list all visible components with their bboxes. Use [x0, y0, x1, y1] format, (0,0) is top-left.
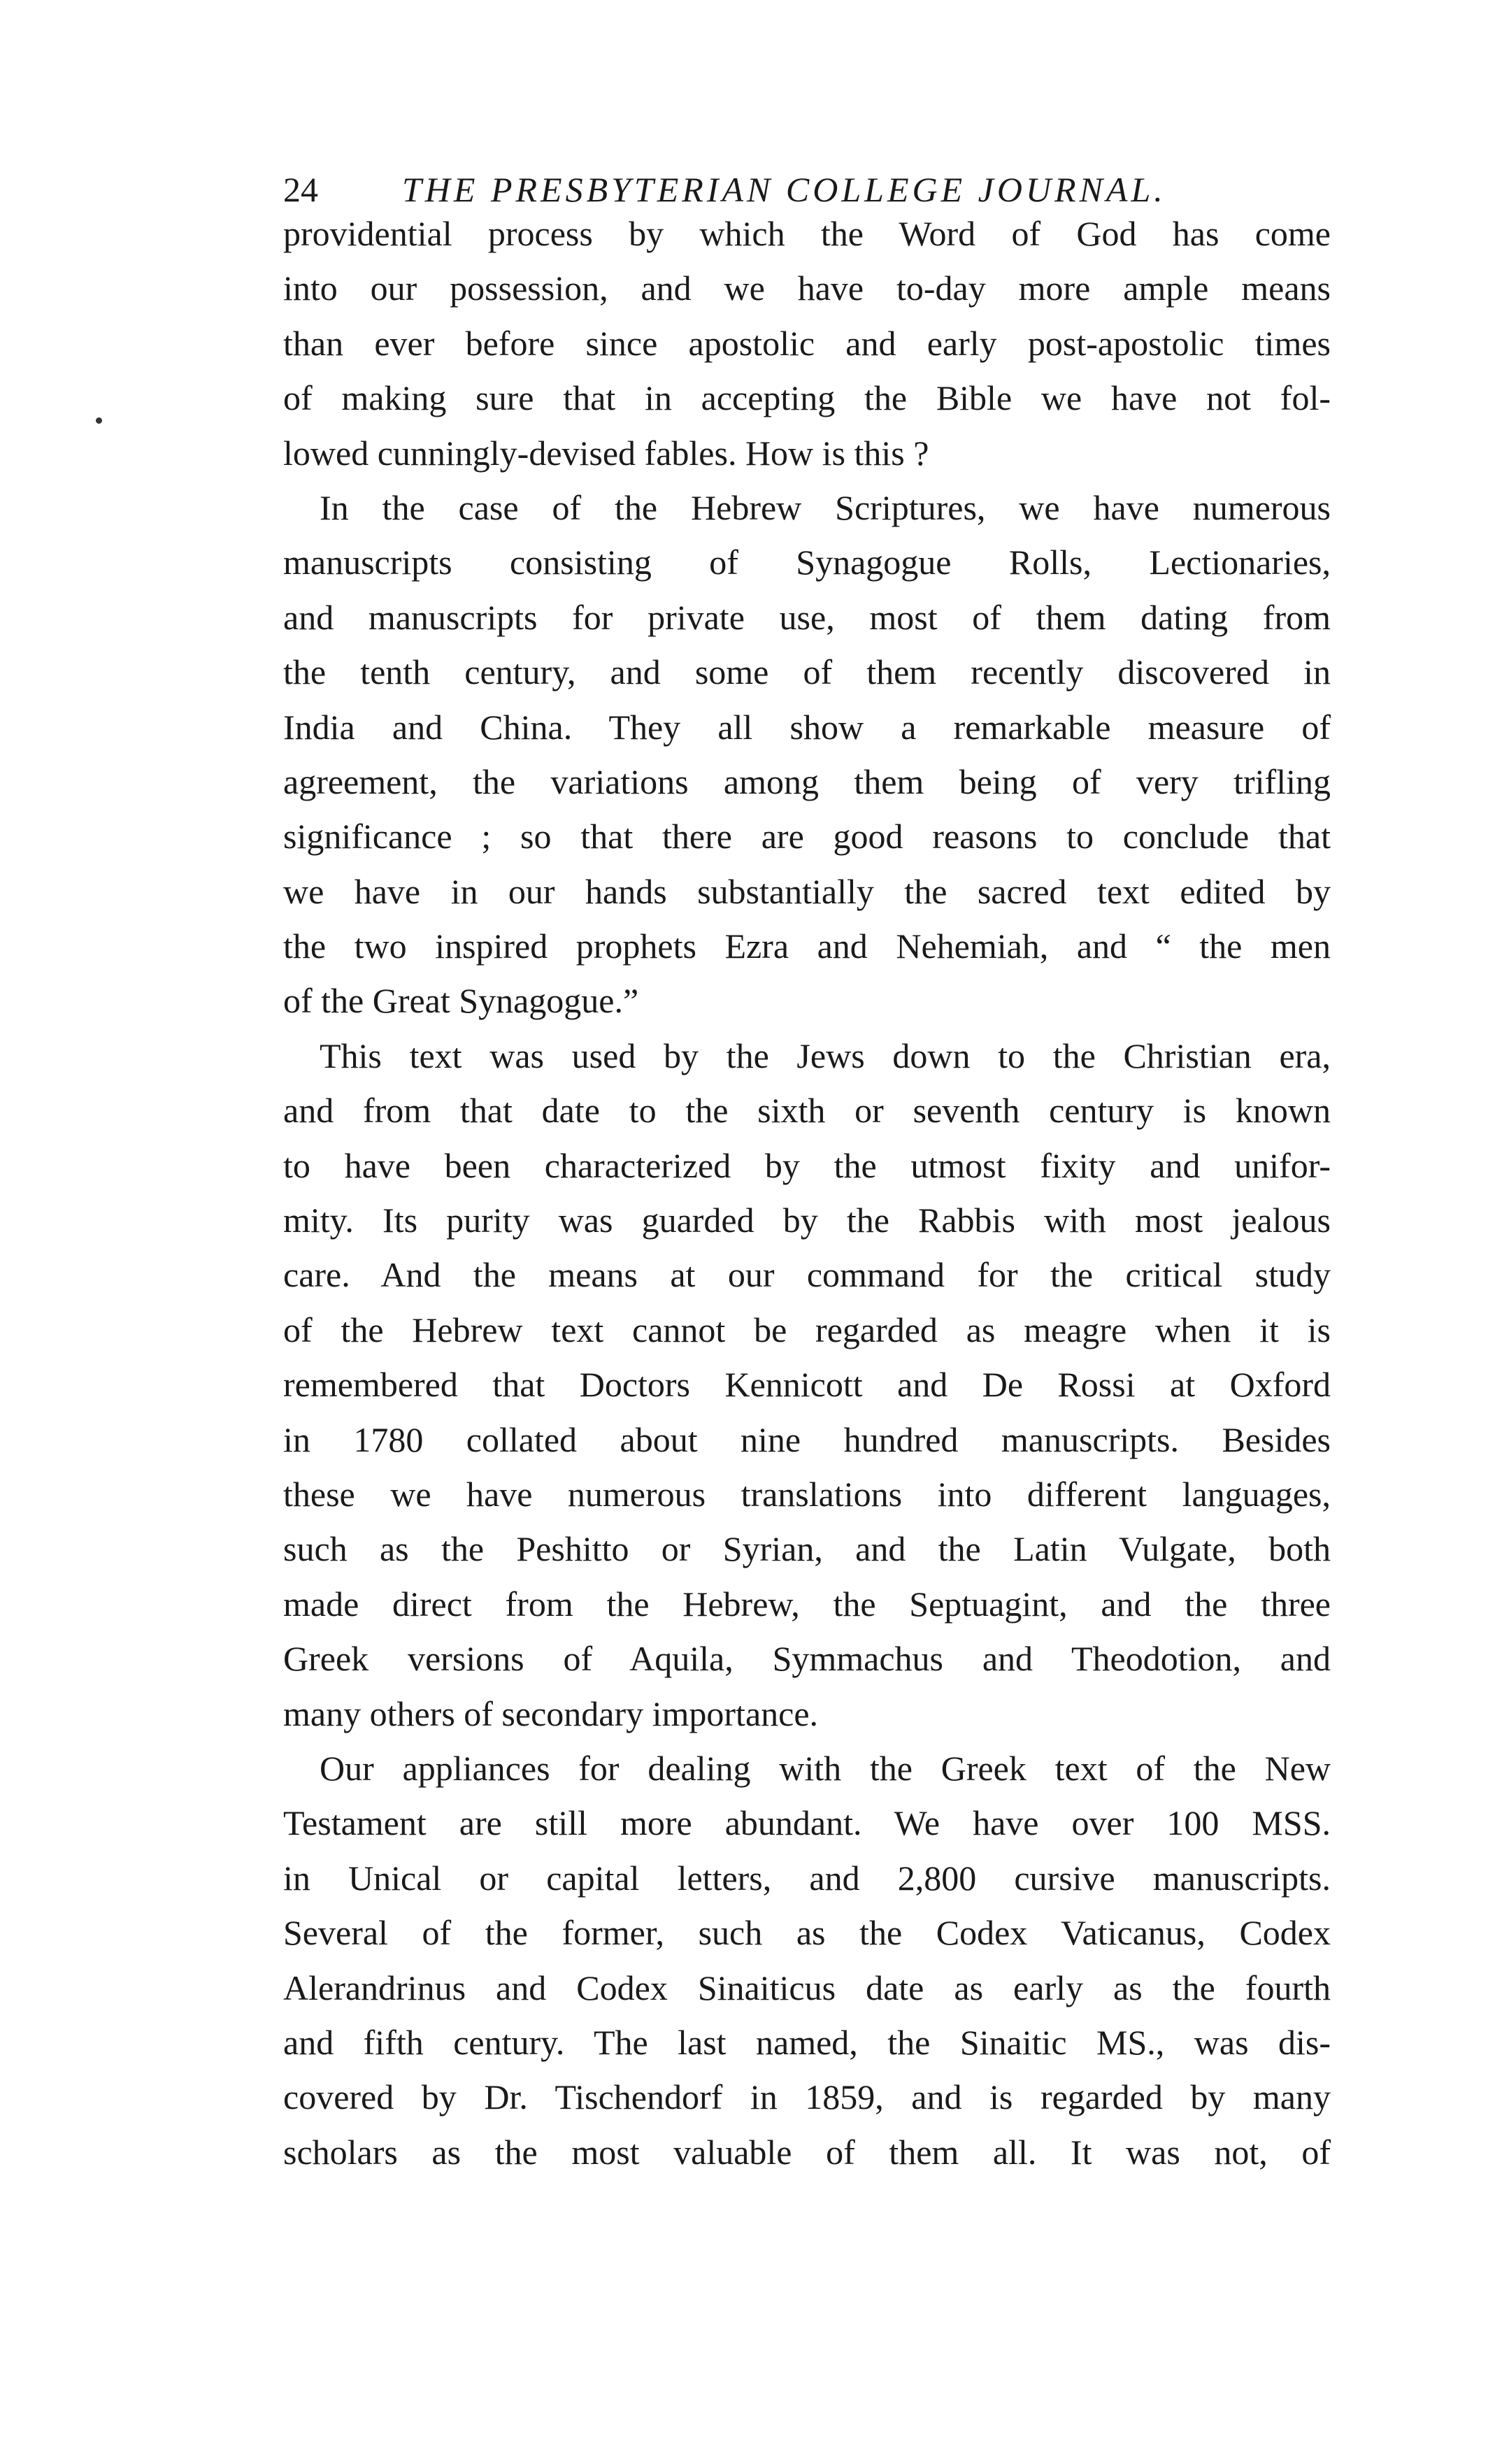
text-line: Alerandrinus and Codex Sinaiticus date as early as the fourth: [283, 1968, 1331, 2007]
text-line: into our possession, and we have to-day more ample means: [283, 268, 1331, 308]
text-line: in 1780 collated about nine hundred manuscripts. Besides: [283, 1419, 1331, 1459]
text-line: Greek versions of Aquila, Symmachus and Theodotion, and: [283, 1639, 1331, 1679]
text-line: remembered that Doctors Kennicott and De Rossi at Oxford: [283, 1365, 1331, 1405]
text-line: mity. Its purity was guarded by the Rabbis with most jealous: [283, 1201, 1331, 1240]
text-line: scholars as the most valuable of them all. It was not, of: [283, 2132, 1331, 2172]
text-line: In the case of the Hebrew Scriptures, we have numerous: [320, 487, 1331, 527]
text-line: of the Great Synagogue.”: [283, 981, 639, 1021]
page-number: 24: [283, 170, 318, 209]
text-line: manuscripts consisting of Synagogue Rolls, Lectionaries,: [283, 543, 1331, 582]
text-line: we have in our hands substantially the sacred text edited by: [283, 871, 1331, 911]
text-line: covered by Dr. Tischendorf in 1859, and is regarded by many: [283, 2077, 1331, 2117]
body-text: [283, 206, 1331, 2179]
text-line: This text was used by the Jews down to the Christian era,: [320, 1036, 1331, 1075]
text-line: of the Hebrew text cannot be regarded as meagre when it is: [283, 1310, 1331, 1349]
text-line: Several of the former, such as the Codex Vaticanus, Codex: [283, 1913, 1331, 1953]
text-line: providential process by which the Word of God has come: [283, 214, 1331, 253]
text-line: than ever before since apostolic and early post-apostolic times: [283, 323, 1331, 363]
text-line: and from that date to the sixth or seventh century is known: [283, 1091, 1331, 1131]
text-line: the two inspired prophets Ezra and Nehemiah, and “ the men: [283, 926, 1331, 966]
journal-title: THE PRESBYTERIAN COLLEGE JOURNAL.: [402, 170, 1166, 209]
text-line: the tenth century, and some of them recently discovered in: [283, 652, 1331, 692]
text-line: many others of secondary importance.: [283, 1693, 819, 1733]
text-line: Our appliances for dealing with the Greek text of the New: [320, 1748, 1331, 1788]
text-line: and fifth century. The last named, the Sinaitic MS., was dis-: [283, 2022, 1331, 2062]
text-line: made direct from the Hebrew, the Septuagint, and the three: [283, 1584, 1331, 1624]
text-line: such as the Peshitto or Syrian, and the Latin Vulgate, both: [283, 1529, 1331, 1569]
text-line: to have been characterized by the utmost fixity and unifor-: [283, 1145, 1331, 1185]
text-line: these we have numerous translations into different languages,: [283, 1474, 1331, 1514]
text-line: agreement, the variations among them being of very trifling: [283, 761, 1331, 801]
text-line: lowed cunningly-devised fables. How is this ?: [283, 433, 929, 473]
text-line: in Unical or capital letters, and 2,800 cursive manuscripts.: [283, 1858, 1331, 1898]
text-line: of making sure that in accepting the Bible we have not fol-: [283, 378, 1331, 418]
text-line: Testament are still more abundant. We have over 100 MSS.: [283, 1803, 1331, 1843]
text-line: care. And the means at our command for the critical study: [283, 1255, 1331, 1295]
text-line: India and China. They all show a remarkable measure of: [283, 707, 1331, 747]
text-line: significance ; so that there are good reasons to conclude that: [283, 817, 1331, 857]
text-line: and manuscripts for private use, most of them dating from: [283, 597, 1331, 637]
stray-ink-dot: [96, 417, 102, 424]
